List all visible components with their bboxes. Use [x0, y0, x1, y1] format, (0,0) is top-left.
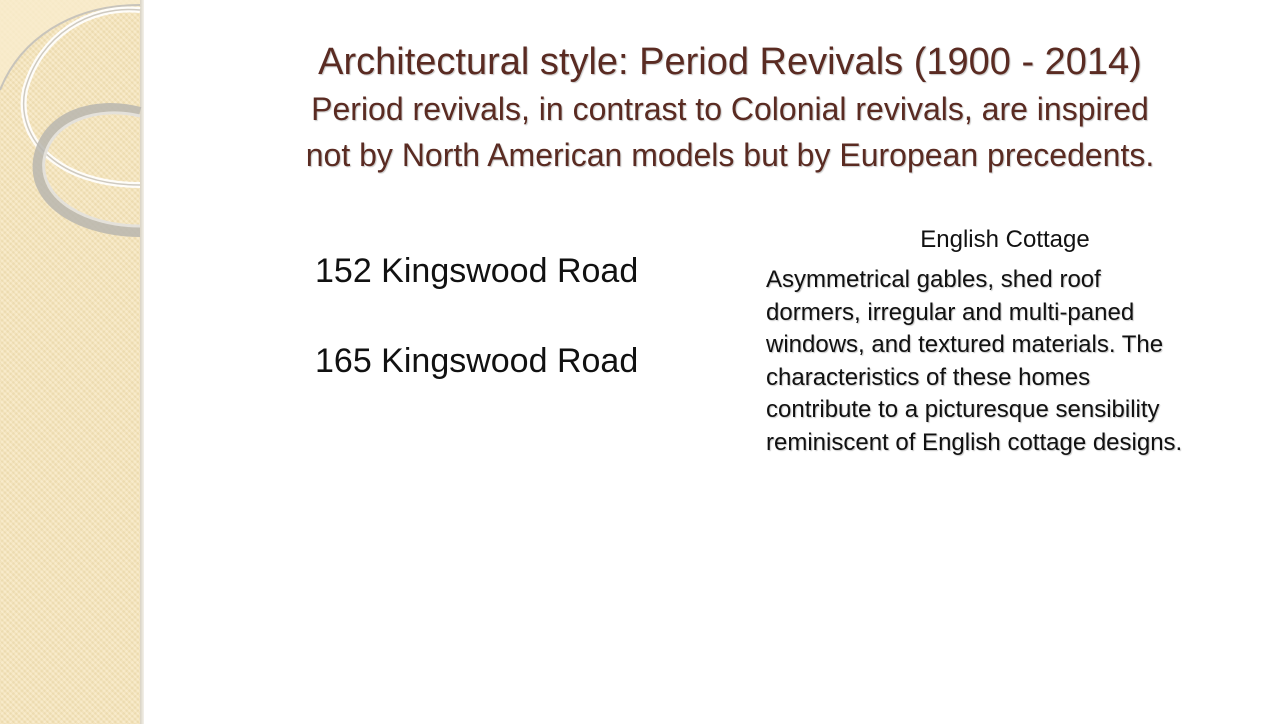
description-line: contribute to a picturesque sensibility — [766, 396, 1160, 423]
slide-title: Architectural style: Period Revivals (1900 - 2014) — [318, 41, 1142, 83]
slide-subtitle-line-1: Period revivals, in contrast to Colonial revivals, are inspired — [311, 91, 1149, 127]
description-line: reminiscent of English cottage designs. — [766, 428, 1183, 456]
address-152-kingswood: 152 Kingswood Road — [315, 252, 639, 290]
title-block — [200, 38, 1260, 178]
description-line: windows, and textured materials. The — [766, 331, 1164, 358]
style-description — [766, 264, 1246, 459]
slide-subtitle-line-2: not by North American models but by European precedents. — [305, 137, 1155, 173]
decorative-rings — [0, 0, 160, 260]
style-name-heading: English Cottage — [920, 226, 1090, 253]
description-line: characteristics of these homes — [766, 363, 1091, 391]
description-line: dormers, irregular and multi-paned — [766, 298, 1135, 326]
address-165-kingswood: 165 Kingswood Road — [315, 342, 639, 380]
description-line: Asymmetrical gables, shed roof — [766, 266, 1101, 293]
